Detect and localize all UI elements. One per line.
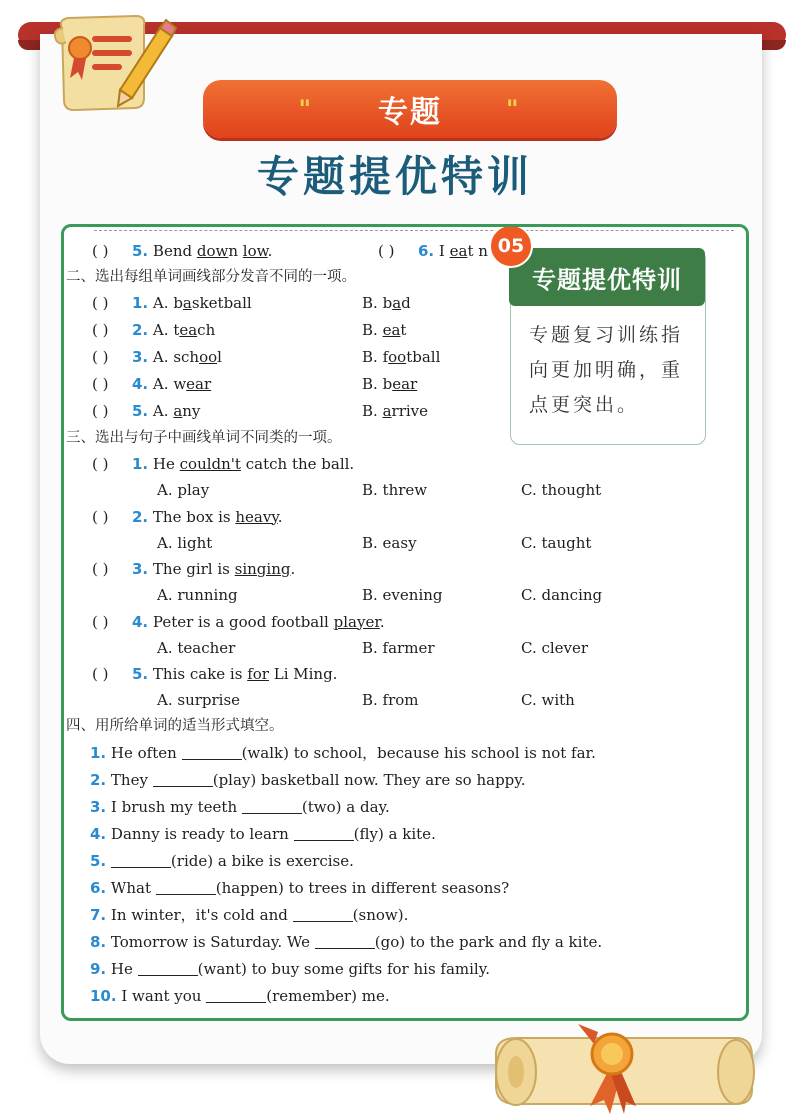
question-row: ( ) 3. The girl is singing. [92, 560, 296, 578]
option-a: A. play [157, 481, 210, 499]
section-banner [203, 80, 617, 138]
question-row: ( ) 4. Peter is a good football player. [92, 612, 385, 631]
option-c: C. clever [521, 638, 589, 657]
banner-quote-right: " [506, 95, 522, 123]
question-row: ( ) 2. A. teach [92, 321, 216, 339]
option-b: B. bear [362, 375, 418, 393]
badge-description: 专题复习训练指向更加明确，重点更突出。 [529, 324, 684, 416]
fill-blank-row: 6. What (happen) to trees in different seasons? [90, 879, 510, 897]
option-c: C. dancing [521, 586, 603, 604]
question-row: ( ) 3. A. school [92, 348, 222, 366]
blank-line[interactable] [315, 935, 375, 949]
feature-badge [497, 235, 706, 445]
option-a: A. running [157, 586, 238, 604]
option-c: C. taught [521, 533, 592, 552]
option-a: A. surprise [157, 691, 241, 709]
certificate-pencil-icon [48, 6, 178, 118]
fill-blank-row: 5. (ride) a bike is exercise. [90, 852, 354, 870]
option-b: B. bad [362, 294, 411, 312]
question-row: ( ) 6. I eat n [378, 242, 488, 260]
answer-paren[interactable]: ( ) [92, 242, 109, 260]
fill-blank-row: 8. Tomorrow is Saturday. We (go) to the park and fly a kite. [90, 933, 603, 951]
banner-title: 专题 [378, 95, 442, 130]
answer-paren[interactable]: ( ) [92, 665, 109, 683]
scroll-seal-icon [486, 1024, 762, 1114]
fill-blank-row: 10. I want you (remember) me. [90, 987, 390, 1005]
option-b: B. arrive [362, 402, 429, 420]
option-a: A. light [157, 533, 213, 552]
option-b: B. threw [362, 481, 428, 499]
question-row: ( ) 4. A. wear [92, 375, 212, 393]
answer-paren[interactable]: ( ) [92, 375, 109, 393]
badge-number: 05 [489, 224, 533, 268]
option-c: C. with [521, 691, 575, 709]
option-b: B. football [362, 348, 441, 366]
section-title: 二、选出每组单词画线部分发音不同的一项。 [66, 269, 356, 285]
answer-paren[interactable]: ( ) [92, 294, 109, 312]
badge-title: 专题提优特训 [532, 265, 682, 294]
fill-blank-row: 1. He often (walk) to school，because his school is not far. [90, 744, 596, 762]
fill-blank-row: 3. I brush my teeth (two) a day. [90, 798, 390, 816]
blank-line[interactable] [182, 746, 242, 760]
option-b: B. from [362, 691, 419, 709]
answer-paren[interactable]: ( ) [378, 242, 395, 260]
question-row: ( ) 5. Bend down low. [92, 242, 273, 260]
banner-quote-left: " [298, 95, 314, 123]
section-title: 三、选出与句子中画线单词不同类的一项。 [66, 430, 342, 446]
cut-off-line [94, 224, 734, 231]
answer-paren[interactable]: ( ) [92, 560, 109, 578]
option-b: B. evening [362, 586, 443, 604]
option-b: B. eat [362, 321, 407, 339]
answer-paren[interactable]: ( ) [92, 455, 109, 473]
fill-blank-row: 4. Danny is ready to learn (fly) a kite. [90, 825, 436, 843]
blank-line[interactable] [138, 962, 198, 976]
answer-paren[interactable]: ( ) [92, 507, 109, 526]
blank-line[interactable] [156, 881, 216, 895]
option-a: A. teacher [157, 638, 236, 657]
question-row: ( ) 1. He couldn't catch the ball. [92, 455, 355, 473]
worksheet-content [64, 227, 746, 1018]
blank-line[interactable] [294, 827, 354, 841]
option-b: B. easy [362, 533, 417, 552]
fill-blank-row: 2. They (play) basketball now. They are so happy. [90, 771, 526, 789]
answer-paren[interactable]: ( ) [92, 402, 109, 420]
worksheet-frame [61, 224, 749, 1021]
badge-header [509, 248, 705, 306]
blank-line[interactable] [293, 908, 353, 922]
blank-line[interactable] [153, 773, 213, 787]
blank-line[interactable] [206, 989, 266, 1003]
blank-line[interactable] [111, 854, 171, 868]
option-b: B. farmer [362, 638, 435, 657]
blank-line[interactable] [242, 800, 302, 814]
answer-paren[interactable]: ( ) [92, 612, 109, 631]
question-row: ( ) 5. This cake is for Li Ming. [92, 665, 338, 683]
question-row: ( ) 2. The box is heavy. [92, 507, 283, 526]
question-row: ( ) 5. A. any [92, 402, 201, 420]
question-row: ( ) 1. A. basketball [92, 294, 252, 312]
section-title: 四、用所给单词的适当形式填空。 [66, 718, 284, 734]
fill-blank-row: 9. He (want) to buy some gifts for his family. [90, 960, 490, 978]
page-title: 专题提优特训 [256, 152, 533, 201]
answer-paren[interactable]: ( ) [92, 348, 109, 366]
option-c: C. thought [521, 481, 602, 499]
fill-blank-row: 7. In winter，it's cold and (snow). [90, 906, 409, 924]
answer-paren[interactable]: ( ) [92, 321, 109, 339]
